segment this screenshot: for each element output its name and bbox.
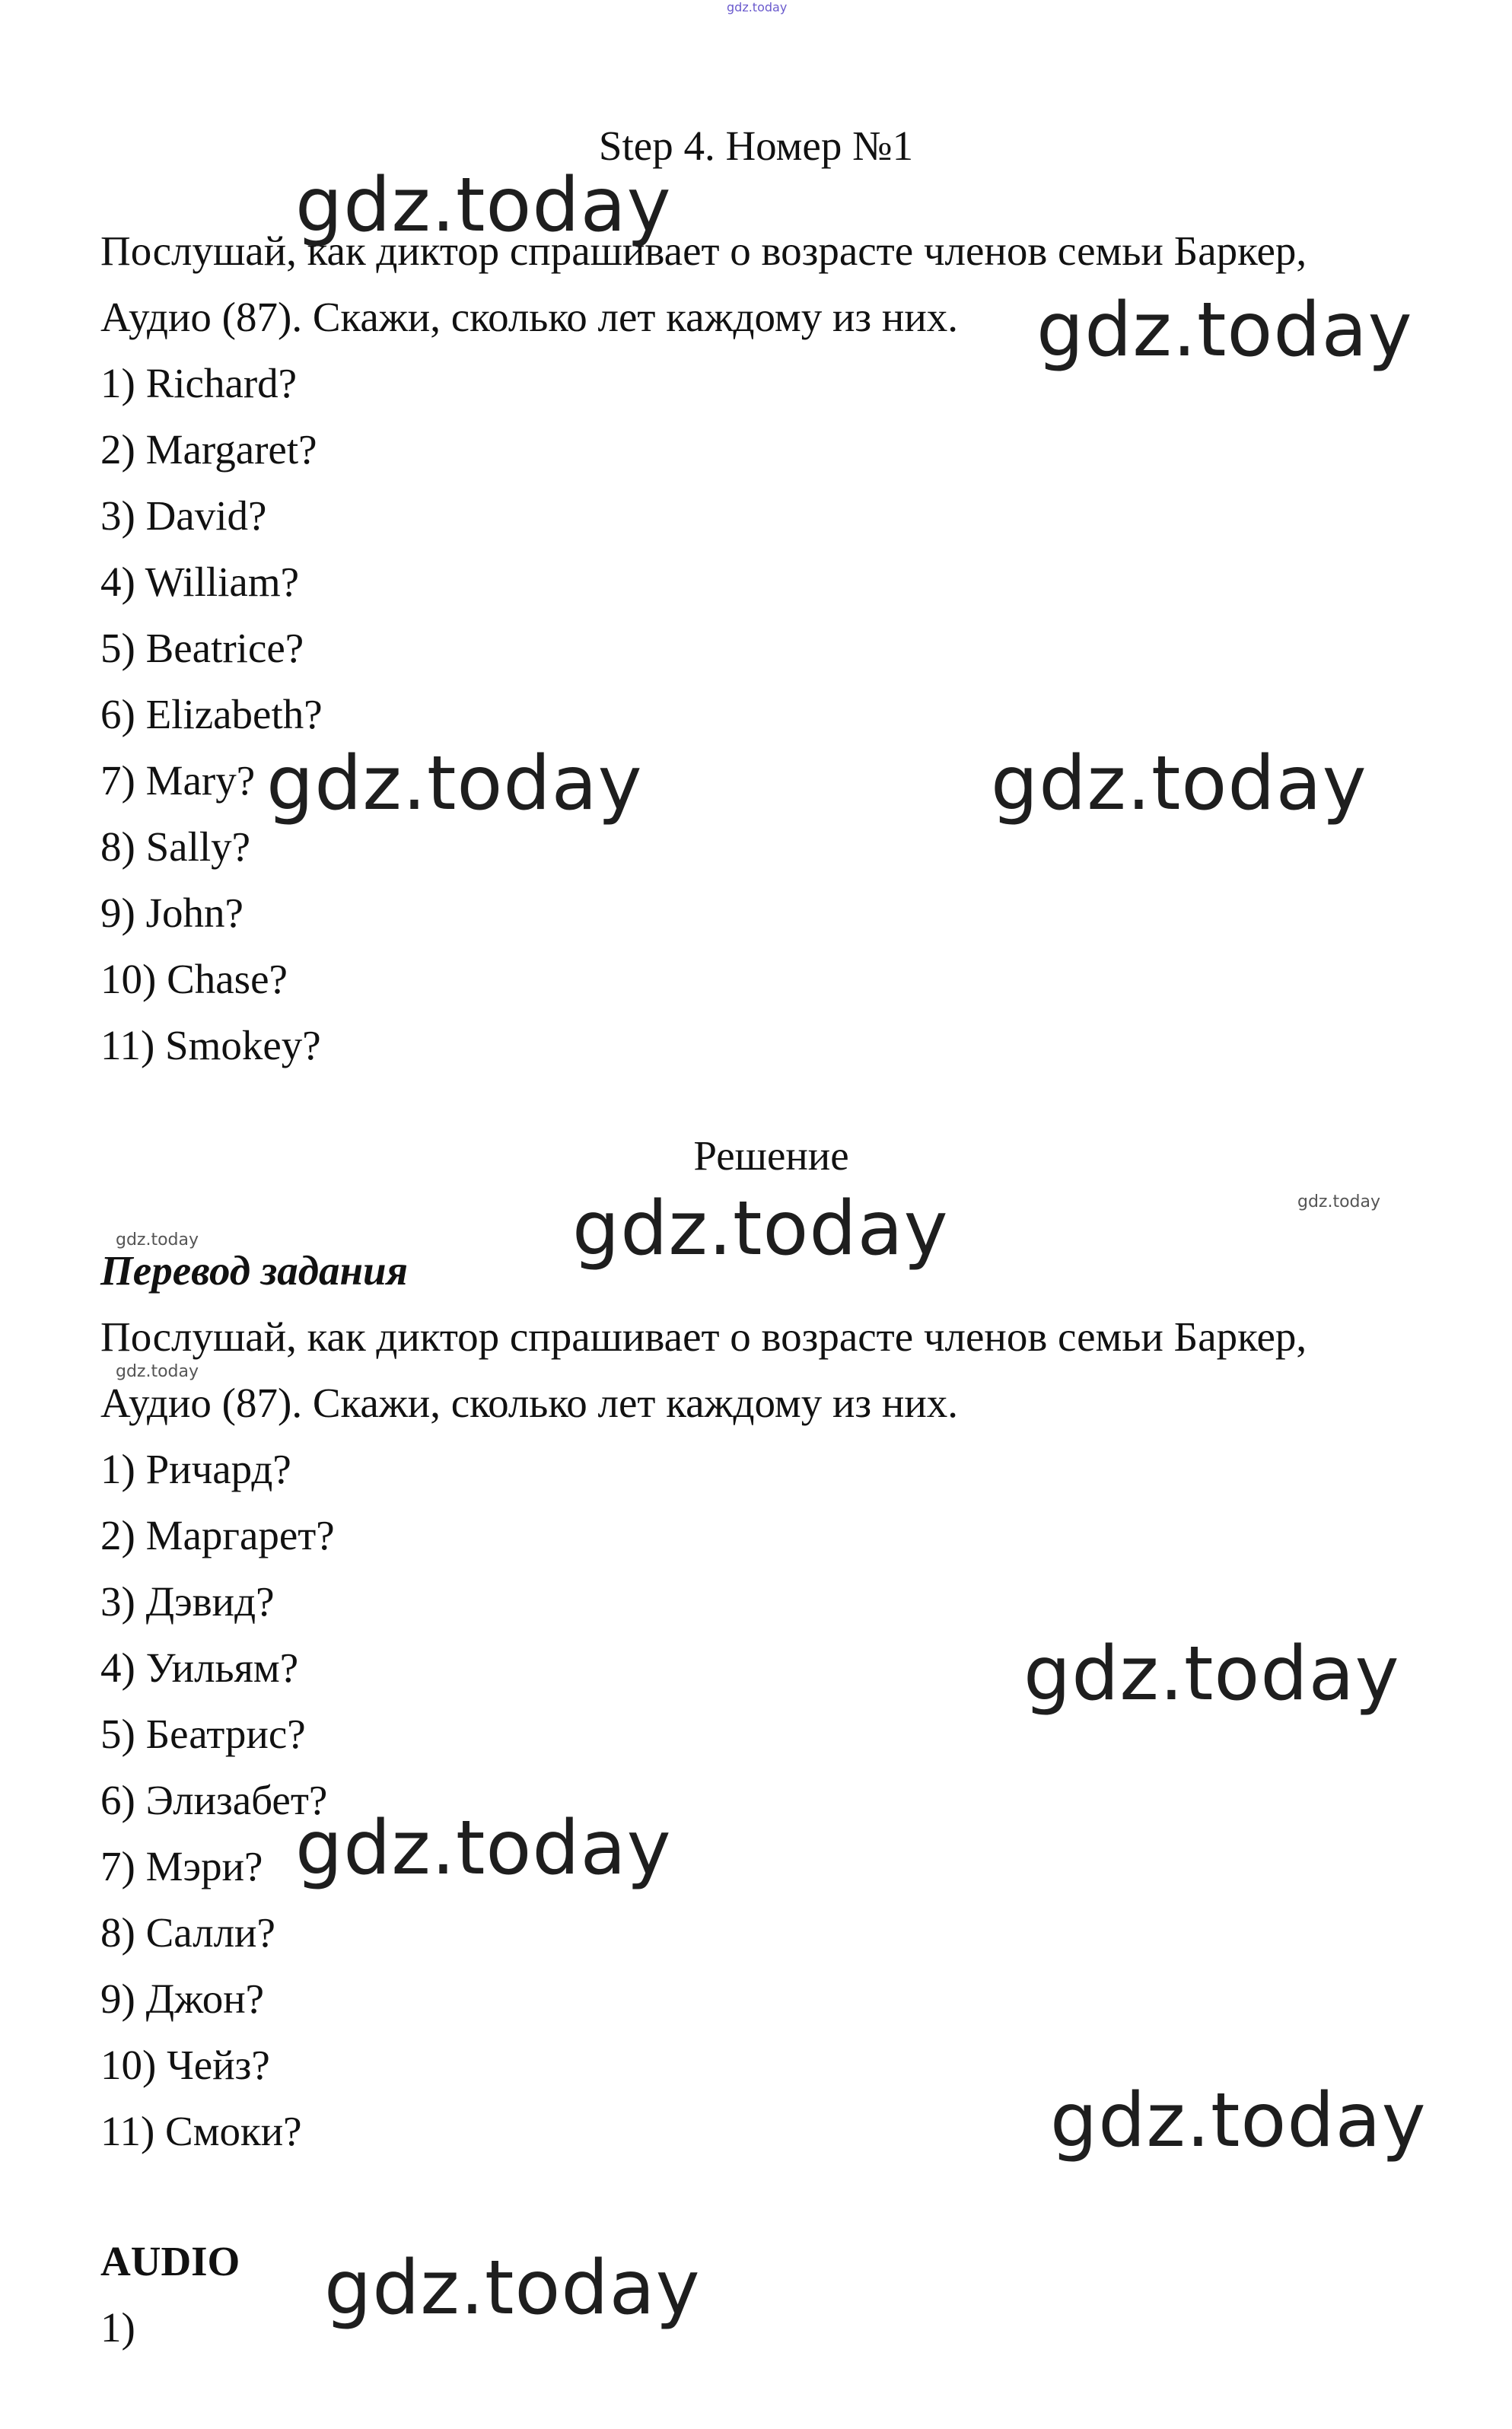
task-item: 10) Chase? <box>100 956 288 1002</box>
watermark-text: gdz.today <box>266 740 643 827</box>
task-item: 4) William? <box>100 559 300 605</box>
task-item: 5) Beatrice? <box>100 625 304 671</box>
solution-item: 4) Уильям? <box>100 1644 299 1691</box>
solution-item: 10) Чейз? <box>100 2042 270 2088</box>
watermark-text: gdz.today <box>324 2245 701 2332</box>
watermark-text: gdz.today <box>1036 287 1413 374</box>
watermark-text: gdz.today <box>295 162 672 249</box>
watermark-small: gdz.today <box>116 1362 199 1381</box>
solution-item: 7) Мэри? <box>100 1843 263 1889</box>
task-item: 3) David? <box>100 492 267 539</box>
watermark-small: gdz.today <box>116 1230 199 1250</box>
watermark-text: gdz.today <box>1050 2077 1427 2164</box>
task-item: 11) Smokey? <box>100 1022 321 1068</box>
solution-heading: Решение <box>693 1132 849 1179</box>
watermark-text: gdz.today <box>1023 1631 1400 1717</box>
audio-heading: AUDIO <box>100 2238 240 2284</box>
solution-item: 3) Дэвид? <box>100 1578 275 1625</box>
task-intro-line2: Аудио (87). Скажи, сколько лет каждому из них. <box>100 294 959 340</box>
solution-item: 1) Ричард? <box>100 1446 291 1492</box>
task-item: 6) Elizabeth? <box>100 691 323 737</box>
solution-item: 5) Беатрис? <box>100 1711 306 1757</box>
solution-item: 2) Маргарет? <box>100 1512 335 1558</box>
task-intro-line1: Послушай, как диктор спрашивает о возрасте членов семьи Баркер, <box>100 228 1307 274</box>
solution-intro-line2: Аудио (87). Скажи, сколько лет каждому из них. <box>100 1380 959 1426</box>
task-item: 9) John? <box>100 890 244 936</box>
watermark-text: gdz.today <box>295 1805 672 1892</box>
task-item: 2) Margaret? <box>100 426 317 473</box>
page-title: Step 4. Номер №1 <box>598 123 914 169</box>
watermark-small: gdz.today <box>1297 1192 1381 1211</box>
solution-item: 6) Элизабет? <box>100 1777 328 1823</box>
translation-heading: Перевод задания <box>100 1247 408 1294</box>
solution-item: 8) Салли? <box>100 1909 275 1956</box>
task-item: 8) Sally? <box>100 823 251 870</box>
watermark-text: gdz.today <box>572 1186 949 1272</box>
solution-item: 11) Смоки? <box>100 2108 302 2154</box>
solution-item: 9) Джон? <box>100 1975 265 2022</box>
audio-item: 1) <box>100 2304 135 2351</box>
task-item: 1) Richard? <box>100 360 298 406</box>
solution-intro-line1: Послушай, как диктор спрашивает о возрасте членов семьи Баркер, <box>100 1313 1307 1360</box>
task-item: 7) Mary? <box>100 757 256 804</box>
watermark-text: gdz.today <box>991 740 1367 827</box>
watermark-top: gdz.today <box>727 0 788 14</box>
